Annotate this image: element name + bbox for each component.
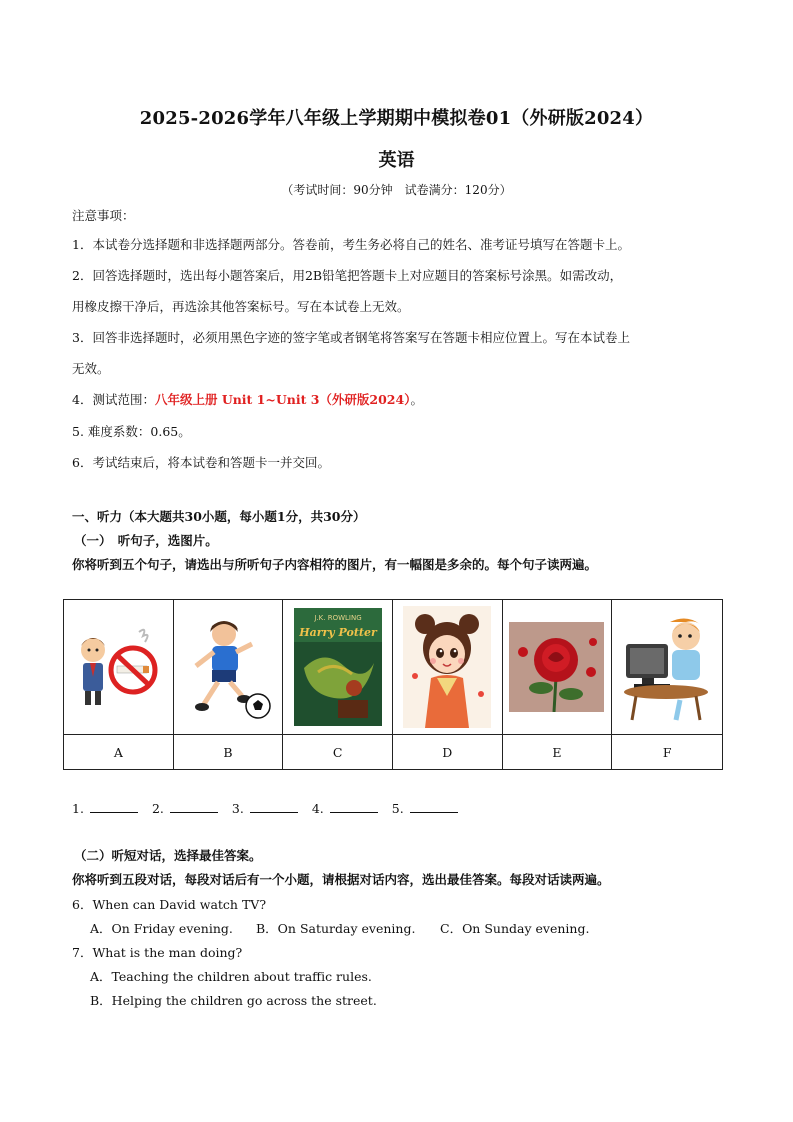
notice-4 [72, 392, 724, 408]
test-scope: 八年级上册 Unit 1~Unit 3（外研版2024） [154, 392, 411, 407]
part1-heading: （一） 听句子，选图片。 [74, 533, 218, 548]
notice-4-suffix: 。 [410, 392, 423, 407]
question-6-option-b[interactable]: B．On Saturday evening. [256, 921, 416, 936]
question-6-stem: 6．When can David watch TV? [72, 897, 267, 912]
question-6-option-a[interactable]: A．On Friday evening. [90, 921, 233, 936]
notice-6: 6．考试结束后，将本试卷和答题卡一并交回。 [72, 455, 330, 470]
picture-label-f: F [662, 744, 672, 760]
question-6-option-c[interactable]: C．On Sunday evening. [440, 921, 590, 936]
picture-label-c: C [283, 735, 393, 769]
answer-blank-3[interactable]: 3. [232, 800, 298, 816]
answer-blanks [72, 800, 458, 816]
question-7-option-a[interactable]: A．Teaching the children about traffic rules. [90, 969, 372, 984]
picture-cell-c [283, 600, 393, 735]
picture-cell-f [612, 600, 722, 735]
notice-3b: 无效。 [72, 361, 110, 376]
picture-label-a: A [64, 735, 174, 769]
girl-icon [403, 606, 491, 728]
part2-instructions: 你将听到五段对话，每段对话后有一个小题，请根据对话内容，选出最佳答案。每段对话读两遍。 [72, 872, 610, 887]
answer-blank-5[interactable]: 5. [392, 800, 458, 816]
picture-cell-d [393, 600, 503, 735]
question-7-stem: 7．What is the man doing? [72, 945, 243, 960]
notice-3a: 3．回答非选择题时，必须用黑色字迹的签字笔或者钢笔将答案写在答题卡相应位置上。写在本试卷上 [72, 330, 630, 345]
rose-icon [509, 622, 604, 712]
picture-label-e: E [503, 735, 613, 769]
answer-blank-1[interactable]: 1. [72, 800, 138, 816]
notice-2b: 用橡皮擦干净后，再选涂其他答案标号。写在本试卷上无效。 [72, 299, 410, 314]
notice-5: 5. 难度系数：0.65。 [72, 424, 191, 439]
no-smoking-icon [71, 622, 166, 712]
picture-cell-b [174, 600, 284, 735]
picture-table [63, 599, 723, 770]
question-7-option-b[interactable]: B．Helping the children go across the street. [90, 993, 377, 1008]
harry-potter-book-icon [294, 608, 382, 726]
picture-cell-e [503, 600, 613, 735]
exam-info: （考试时间：90分钟 试卷满分：120分） [281, 183, 512, 197]
section1-heading: 一、听力（本大题共30小题，每小题1分，共30分） [72, 509, 366, 524]
exam-title: 2025-2026学年八年级上学期期中模拟卷01（外研版2024） [139, 108, 654, 129]
answer-blank-4[interactable]: 4. [312, 800, 378, 816]
book-title: Harry Potter [298, 626, 377, 639]
part2-heading: （二）听短对话，选择最佳答案。 [74, 848, 262, 863]
book-author: J.K. ROWLING [314, 614, 362, 622]
part1-instructions: 你将听到五个句子，请选出与所听句子内容相符的图片，有一幅图是多余的。每个句子读两遍。 [72, 557, 598, 572]
picture-label-b: B [174, 735, 284, 769]
answer-blank-2[interactable]: 2. [152, 800, 218, 816]
notice-2a: 2．回答选择题时，选出每小题答案后，用2B铅笔把答题卡上对应题目的答案标号涂黑。如需改动， [72, 268, 623, 283]
notice-1: 1．本试卷分选择题和非选择题两部分。答卷前，考生务必将自己的姓名、准考证号填写在答题卡上。 [72, 237, 630, 252]
picture-cell-a [64, 600, 174, 735]
football-boy-icon [180, 612, 275, 722]
subject-title: 英语 [378, 150, 415, 171]
computer-boy-icon [620, 612, 715, 722]
notice-4-prefix: 4．测试范围： [72, 392, 155, 407]
notice-label: 注意事项： [72, 208, 135, 223]
picture-label-d: D [393, 735, 503, 769]
